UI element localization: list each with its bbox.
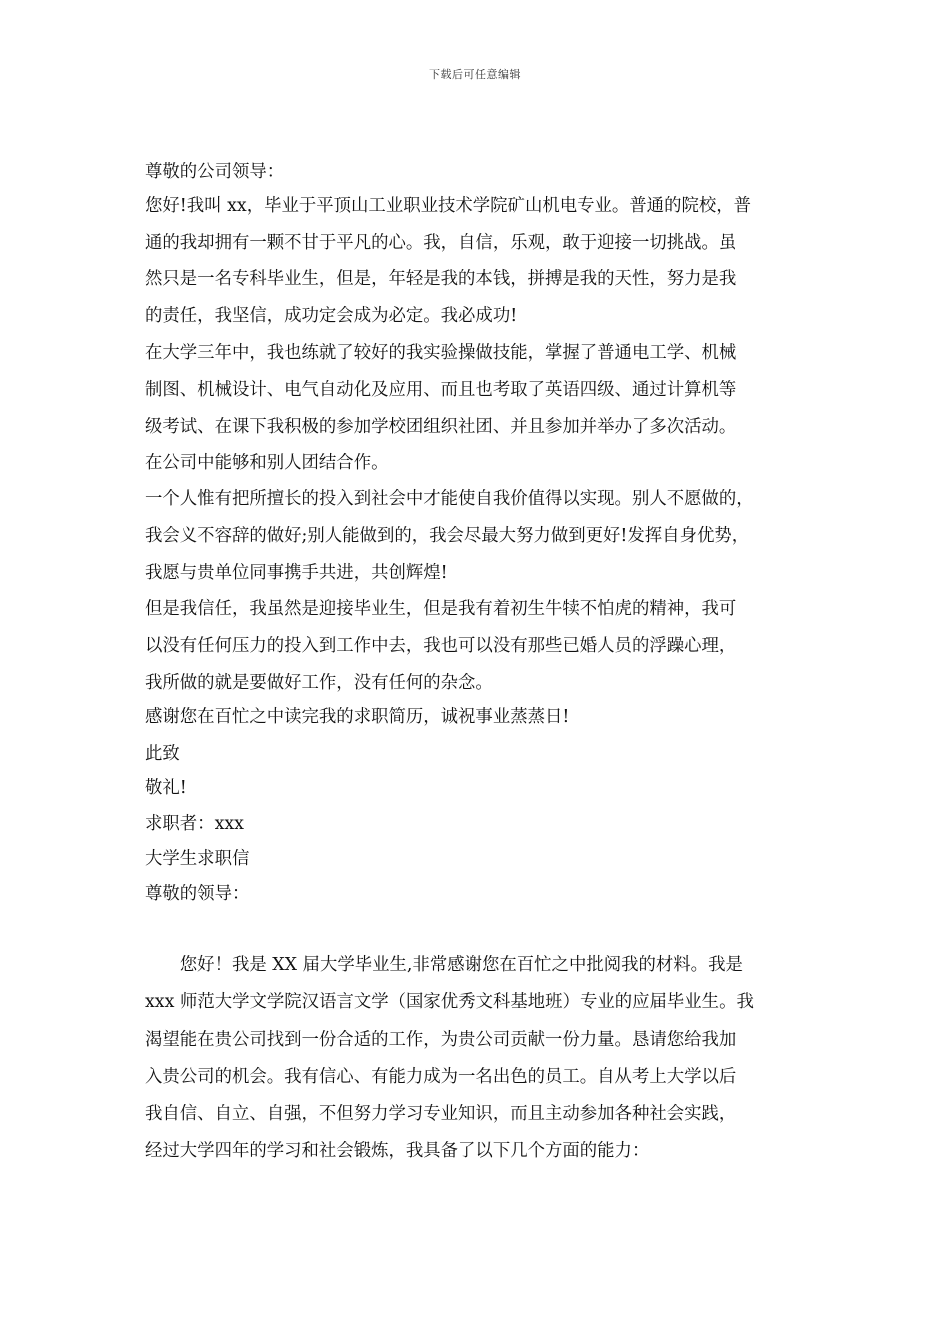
paragraph-line: 一个人惟有把所擅长的投入到社会中才能使自我价值得以实现。别人不愿做的， bbox=[145, 489, 754, 509]
section-title: 大学生求职信 bbox=[145, 849, 250, 869]
page-header-note: 下载后可任意编辑 bbox=[429, 68, 521, 81]
paragraph-line: 我愿与贵单位同事携手共进，共创辉煌! bbox=[145, 563, 448, 583]
paragraph-line: 制图、机械设计、电气自动化及应用、而且也考取了英语四级、通过计算机等 bbox=[145, 380, 737, 400]
paragraph-line: 级考试、在课下我积极的参加学校团组织社团、并且参加并举办了多次活动。 bbox=[145, 417, 737, 437]
paragraph-line: 我所做的就是要做好工作，没有任何的杂念。 bbox=[145, 673, 493, 693]
paragraph-line: 我会义不容辞的做好;别人能做到的，我会尽最大努力做到更好!发挥自身优势， bbox=[145, 526, 750, 546]
closing-line: 敬礼! bbox=[145, 778, 187, 798]
paragraph-line: 入贵公司的机会。我有信心、有能力成为一名出色的员工。自从考上大学以后 bbox=[145, 1067, 737, 1087]
paragraph-line: 您好!我叫 xx，毕业于平顶山工业职业技术学院矿山机电专业。普通的院校，普 bbox=[145, 196, 752, 216]
paragraph-line: 在公司中能够和别人团结合作。 bbox=[145, 453, 389, 473]
closing-line: 此致 bbox=[145, 744, 180, 764]
paragraph-line: 然只是一名专科毕业生，但是，年轻是我的本钱，拼搏是我的天性，努力是我 bbox=[145, 269, 737, 289]
paragraph-line: 通的我却拥有一颗不甘于平凡的心。我，自信，乐观，敢于迎接一切挑战。虽 bbox=[145, 233, 737, 253]
paragraph-line: 感谢您在百忙之中读完我的求职简历，诚祝事业蒸蒸日! bbox=[145, 707, 570, 727]
paragraph-line: 在大学三年中，我也练就了较好的我实验操做技能，掌握了普通电工学、机械 bbox=[145, 343, 737, 363]
paragraph-line: 以没有任何压力的投入到工作中去，我也可以没有那些已婚人员的浮躁心理， bbox=[145, 636, 737, 656]
signature-line: 求职者：xxx bbox=[145, 814, 244, 834]
paragraph-line: 渴望能在贵公司找到一份合适的工作，为贵公司贡献一份力量。恳请您给我加 bbox=[145, 1030, 737, 1050]
paragraph-line: 但是我信任，我虽然是迎接毕业生，但是我有着初生牛犊不怕虎的精神，我可 bbox=[145, 599, 737, 619]
paragraph-line: 的责任，我坚信，成功定会成为必定。我必成功! bbox=[145, 306, 518, 326]
paragraph-line: 您好！我是 XX 届大学毕业生,非常感谢您在百忙之中批阅我的材料。我是 bbox=[145, 955, 743, 975]
salutation: 尊敬的领导： bbox=[145, 884, 250, 904]
paragraph-line: 我自信、自立、自强，不但努力学习专业知识，而且主动参加各种社会实践， bbox=[145, 1104, 737, 1124]
salutation: 尊敬的公司领导： bbox=[145, 162, 285, 182]
paragraph-line: 经过大学四年的学习和社会锻炼，我具备了以下几个方面的能力： bbox=[145, 1141, 650, 1161]
paragraph-line: xxx 师范大学文学院汉语言文学（国家优秀文科基地班）专业的应届毕业生。我 bbox=[145, 992, 754, 1012]
